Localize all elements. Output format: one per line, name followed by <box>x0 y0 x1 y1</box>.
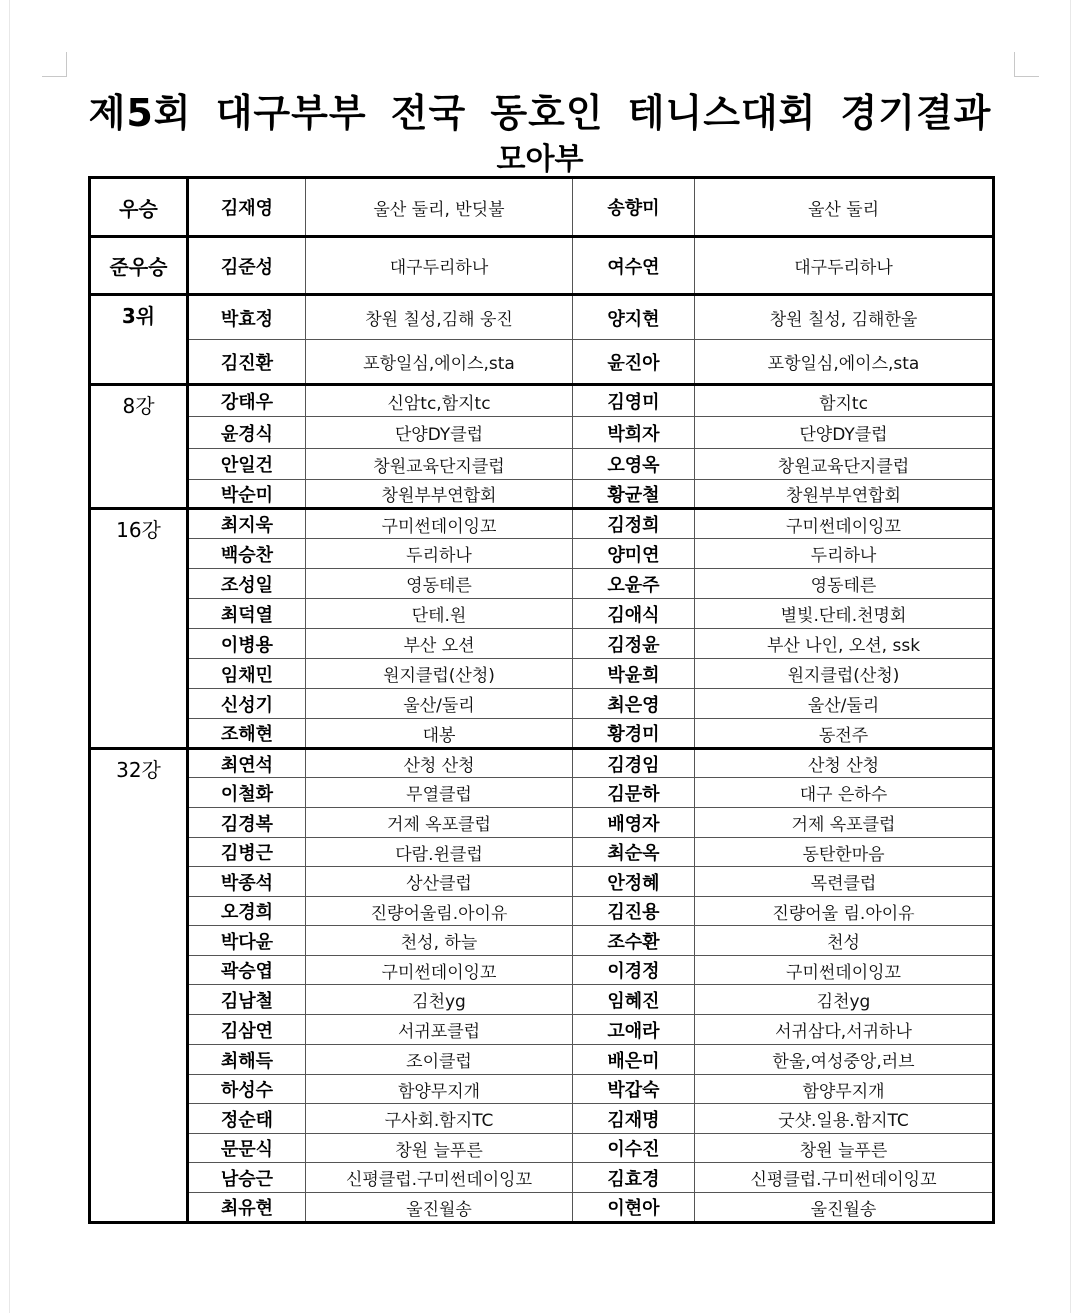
male-player-name: 정순태 <box>188 1104 306 1134</box>
female-player-name: 이수진 <box>573 1134 695 1163</box>
female-player-club: 신평클럽.구미썬데이잉꼬 <box>695 1163 994 1193</box>
male-player-club: 단테.원 <box>306 599 573 629</box>
male-player-name: 곽승엽 <box>188 956 306 985</box>
female-player-name: 안정혜 <box>573 867 695 897</box>
female-player-club: 구미썬데이잉꼬 <box>695 509 994 539</box>
stage-label: 32강 <box>90 749 188 1223</box>
female-player-club: 산청 산청 <box>695 749 994 778</box>
male-player-club: 구미썬데이잉꼬 <box>306 509 573 539</box>
table-row <box>90 867 994 897</box>
male-player-name: 김진환 <box>188 340 306 385</box>
male-player-club: 함양무지개 <box>306 1075 573 1104</box>
table-row <box>90 449 994 480</box>
male-player-club: 거제 옥포클럽 <box>306 808 573 838</box>
table-row <box>90 659 994 689</box>
male-player-name: 김경복 <box>188 808 306 838</box>
female-player-name: 오영옥 <box>573 449 695 480</box>
table-row <box>90 1075 994 1104</box>
female-player-name: 박갑숙 <box>573 1075 695 1104</box>
table-row <box>90 689 994 719</box>
female-player-club: 포항일심,에이스,sta <box>695 340 994 385</box>
male-player-club: 대구두리하나 <box>306 237 573 295</box>
female-player-name: 김정희 <box>573 509 695 539</box>
female-player-club: 동전주 <box>695 719 994 749</box>
male-player-name: 하성수 <box>188 1075 306 1104</box>
female-player-club: 서귀삼다,서귀하나 <box>695 1015 994 1045</box>
table-row <box>90 956 994 985</box>
female-player-club: 동탄한마음 <box>695 838 994 867</box>
table-row <box>90 1193 994 1223</box>
table-row <box>90 340 994 385</box>
female-player-name: 오윤주 <box>573 569 695 599</box>
female-player-name: 이현아 <box>573 1193 695 1223</box>
male-player-club: 부산 오션 <box>306 629 573 659</box>
male-player-club: 무열클럽 <box>306 778 573 808</box>
table-row <box>90 417 994 449</box>
female-player-club: 천성 <box>695 926 994 956</box>
stage-label: 16강 <box>90 509 188 749</box>
male-player-club: 원지클럽(산청) <box>306 659 573 689</box>
male-player-club: 창원 늘푸른 <box>306 1134 573 1163</box>
female-player-club: 함양무지개 <box>695 1075 994 1104</box>
female-player-club: 한울,여성중앙,러브 <box>695 1045 994 1075</box>
document-title: 제5회 대구부부 전국 동호인 테니스대회 경기결과 <box>88 91 992 135</box>
male-player-club: 울진월송 <box>306 1193 573 1223</box>
female-player-name: 박윤희 <box>573 659 695 689</box>
male-player-name: 김준성 <box>188 237 306 295</box>
male-player-name: 윤경식 <box>188 417 306 449</box>
female-player-name: 최은영 <box>573 689 695 719</box>
male-player-name: 김재영 <box>188 178 306 237</box>
table-row <box>90 539 994 569</box>
female-player-name: 최순옥 <box>573 838 695 867</box>
female-player-name: 양미연 <box>573 539 695 569</box>
female-player-club: 단양DY클럽 <box>695 417 994 449</box>
female-player-club: 거제 옥포클럽 <box>695 808 994 838</box>
male-player-club: 창원 칠성,김해 웅진 <box>306 295 573 340</box>
male-player-name: 박종석 <box>188 867 306 897</box>
female-player-name: 김경임 <box>573 749 695 778</box>
female-player-name: 김영미 <box>573 385 695 417</box>
male-player-club: 김천yg <box>306 985 573 1015</box>
table-row <box>90 1134 994 1163</box>
table-row <box>90 926 994 956</box>
stage-label: 8강 <box>90 385 188 509</box>
male-player-club: 창원교육단지클럽 <box>306 449 573 480</box>
male-player-club: 두리하나 <box>306 539 573 569</box>
stage-label: 준우승 <box>90 237 188 295</box>
female-player-name: 송향미 <box>573 178 695 237</box>
table-row <box>90 985 994 1015</box>
female-player-name: 김문하 <box>573 778 695 808</box>
results-body <box>90 178 994 1223</box>
male-player-name: 조해현 <box>188 719 306 749</box>
male-player-name: 신성기 <box>188 689 306 719</box>
female-player-name: 김진용 <box>573 897 695 926</box>
table-row <box>90 237 994 295</box>
male-player-club: 영동테른 <box>306 569 573 599</box>
female-player-club: 별빛.단테.천명회 <box>695 599 994 629</box>
results-table <box>88 176 995 1224</box>
female-player-name: 황균철 <box>573 480 695 509</box>
female-player-club: 부산 나인, 오션, ssk <box>695 629 994 659</box>
table-row <box>90 1015 994 1045</box>
male-player-name: 이병용 <box>188 629 306 659</box>
female-player-club: 영동테른 <box>695 569 994 599</box>
female-player-name: 양지현 <box>573 295 695 340</box>
male-player-name: 이철화 <box>188 778 306 808</box>
female-player-club: 울산 둘리 <box>695 178 994 237</box>
female-player-club: 대구 은하수 <box>695 778 994 808</box>
table-row <box>90 1104 994 1134</box>
male-player-name: 김병근 <box>188 838 306 867</box>
male-player-club: 서귀포클럽 <box>306 1015 573 1045</box>
female-player-club: 울산/둘리 <box>695 689 994 719</box>
male-player-club: 울산 둘리, 반딧불 <box>306 178 573 237</box>
table-row <box>90 178 994 237</box>
female-player-name: 황경미 <box>573 719 695 749</box>
division-subtitle: 모아부 <box>496 142 584 177</box>
table-row <box>90 509 994 539</box>
table-row <box>90 808 994 838</box>
male-player-club: 조이클럽 <box>306 1045 573 1075</box>
female-player-club: 구미썬데이잉꼬 <box>695 956 994 985</box>
table-row <box>90 749 994 778</box>
male-player-name: 문문식 <box>188 1134 306 1163</box>
male-player-club: 울산/둘리 <box>306 689 573 719</box>
male-player-name: 최해득 <box>188 1045 306 1075</box>
male-player-club: 대봉 <box>306 719 573 749</box>
female-player-name: 김재명 <box>573 1104 695 1134</box>
male-player-name: 김남철 <box>188 985 306 1015</box>
stage-label: 3위 <box>90 295 188 385</box>
male-player-club: 천성, 하늘 <box>306 926 573 956</box>
male-player-club: 구미썬데이잉꼬 <box>306 956 573 985</box>
male-player-club: 포항일심,에이스,sta <box>306 340 573 385</box>
female-player-name: 윤진아 <box>573 340 695 385</box>
female-player-club: 창원 칠성, 김해한울 <box>695 295 994 340</box>
female-player-club: 굿샷.일용.함지TC <box>695 1104 994 1134</box>
male-player-name: 조성일 <box>188 569 306 599</box>
table-row <box>90 719 994 749</box>
male-player-club: 진량어울림.아이유 <box>306 897 573 926</box>
female-player-club: 진량어울 림.아이유 <box>695 897 994 926</box>
female-player-club: 창원 늘푸른 <box>695 1134 994 1163</box>
female-player-club: 함지tc <box>695 385 994 417</box>
margin-corner-top-left <box>42 52 67 77</box>
female-player-club: 울진월송 <box>695 1193 994 1223</box>
female-player-club: 목련클럽 <box>695 867 994 897</box>
female-player-club: 두리하나 <box>695 539 994 569</box>
male-player-name: 강태우 <box>188 385 306 417</box>
female-player-name: 조수환 <box>573 926 695 956</box>
table-row <box>90 480 994 509</box>
male-player-name: 최지욱 <box>188 509 306 539</box>
table-row <box>90 1045 994 1075</box>
male-player-name: 최덕열 <box>188 599 306 629</box>
female-player-club: 창원교육단지클럽 <box>695 449 994 480</box>
female-player-name: 고애라 <box>573 1015 695 1045</box>
female-player-club: 김천yg <box>695 985 994 1015</box>
table-row <box>90 778 994 808</box>
female-player-club: 대구두리하나 <box>695 237 994 295</box>
female-player-club: 원지클럽(산청) <box>695 659 994 689</box>
stage-label: 우승 <box>90 178 188 237</box>
male-player-name: 남승근 <box>188 1163 306 1193</box>
male-player-club: 신암tc,함지tc <box>306 385 573 417</box>
male-player-name: 최연석 <box>188 749 306 778</box>
female-player-name: 배은미 <box>573 1045 695 1075</box>
page-edge-right <box>1070 0 1071 1313</box>
table-row <box>90 569 994 599</box>
male-player-club: 상산클럽 <box>306 867 573 897</box>
male-player-club: 창원부부연합회 <box>306 480 573 509</box>
table-row <box>90 295 994 340</box>
male-player-name: 박다윤 <box>188 926 306 956</box>
margin-corner-top-right <box>1014 52 1039 77</box>
male-player-club: 신평클럽.구미썬데이잉꼬 <box>306 1163 573 1193</box>
table-row <box>90 599 994 629</box>
female-player-name: 이경정 <box>573 956 695 985</box>
table-row <box>90 897 994 926</box>
male-player-club: 단양DY클럽 <box>306 417 573 449</box>
female-player-name: 여수연 <box>573 237 695 295</box>
male-player-club: 산청 산청 <box>306 749 573 778</box>
female-player-name: 김애식 <box>573 599 695 629</box>
male-player-name: 백승찬 <box>188 539 306 569</box>
female-player-name: 배영자 <box>573 808 695 838</box>
male-player-name: 최유현 <box>188 1193 306 1223</box>
female-player-name: 임혜진 <box>573 985 695 1015</box>
male-player-name: 박효정 <box>188 295 306 340</box>
female-player-name: 박희자 <box>573 417 695 449</box>
male-player-name: 박순미 <box>188 480 306 509</box>
male-player-name: 김삼연 <box>188 1015 306 1045</box>
table-row <box>90 629 994 659</box>
table-row <box>90 1163 994 1193</box>
female-player-name: 김정윤 <box>573 629 695 659</box>
female-player-name: 김효경 <box>573 1163 695 1193</box>
table-row <box>90 385 994 417</box>
male-player-name: 안일건 <box>188 449 306 480</box>
female-player-club: 창원부부연합회 <box>695 480 994 509</box>
male-player-club: 구사회.함지TC <box>306 1104 573 1134</box>
male-player-name: 오경희 <box>188 897 306 926</box>
male-player-name: 임채민 <box>188 659 306 689</box>
page-edge-left <box>9 0 10 1313</box>
table-row <box>90 838 994 867</box>
male-player-club: 다람.윈클럽 <box>306 838 573 867</box>
